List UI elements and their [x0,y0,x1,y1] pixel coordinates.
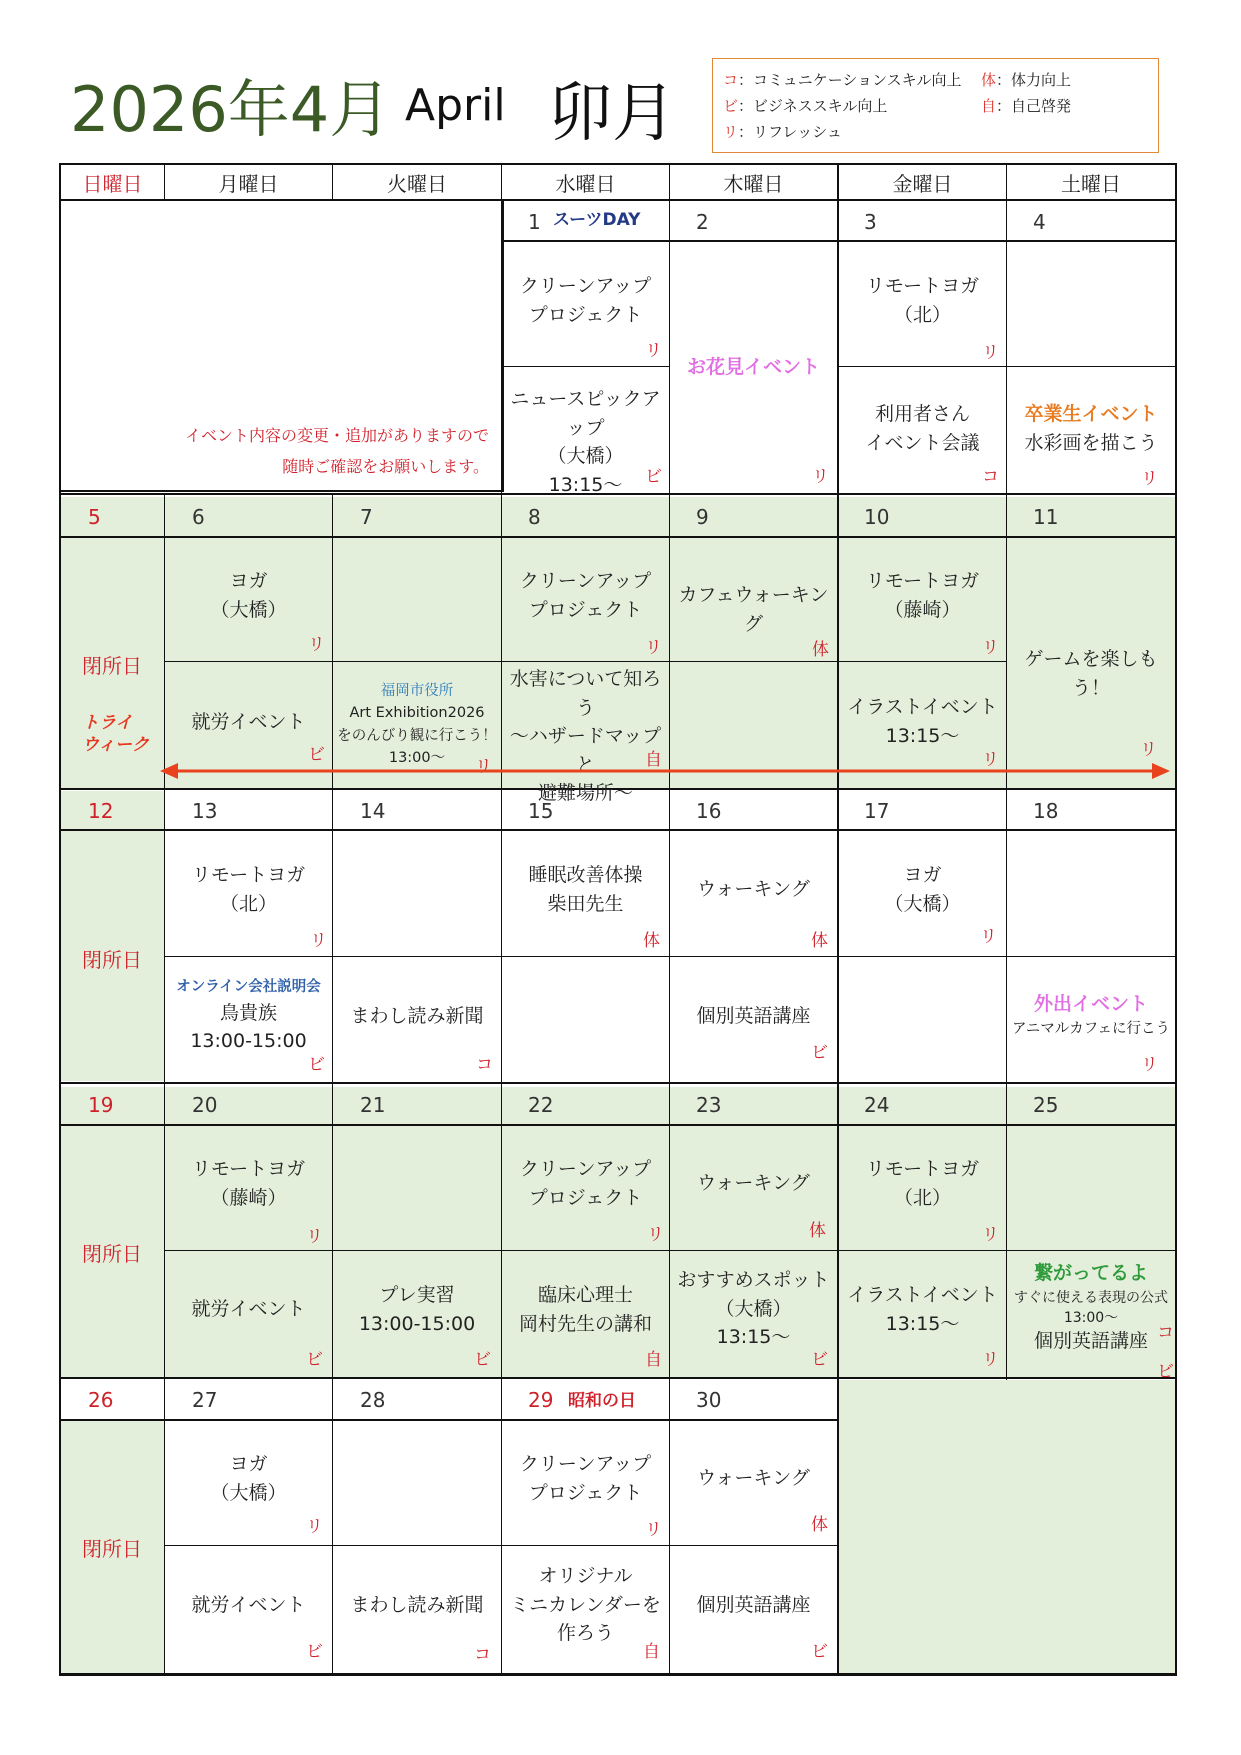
event-tag: コ [474,1645,491,1665]
event-tag: ビ [474,1350,491,1370]
day-number-13: 13 [192,799,218,823]
event-flood-hazard: 水害について知ろう ～ハザードマップと 避難場所～ [509,668,662,804]
event-tag: コ [1157,1323,1174,1343]
event-tag: 自 [645,750,662,770]
event-cleanup-project-apr22: クリーンアップ プロジェクト [519,1158,652,1209]
page-title-year-month: 2026年4月 [70,73,392,146]
event-remote-yoga-apr20: リモートヨガ （藤崎） [191,1158,306,1209]
event-tag: リ [1140,740,1157,760]
day-number-15: 15 [528,799,554,823]
event-tag: リ [982,343,999,363]
weekday-header-thursday: 木曜日 [723,171,784,196]
event-walking-apr30: ウォーキング [697,1467,810,1489]
legend-box [712,58,1159,153]
day-number-7: 7 [360,505,373,529]
event-tag: コ [982,467,999,487]
weekday-header-sunday: 日曜日 [82,171,143,196]
event-tag: リ [1141,1055,1158,1075]
day-number-22: 22 [528,1093,554,1117]
event-tag: 体 [812,640,829,660]
event-games: ゲームを楽しもう！ [1024,648,1158,699]
special-day-label: スーツDAY [553,210,641,230]
day-number-11: 11 [1033,505,1059,529]
event-illustration-apr24: イラストイベント 13:15～ [847,1284,998,1335]
day-number-29: 29 [528,1388,554,1412]
day-number-1: 1 [528,210,541,234]
event-yoga-apr17: ヨガ （大橋） [884,864,961,915]
day-number-26: 26 [88,1388,114,1412]
event-walking-apr23: ウォーキング [697,1172,810,1194]
event-tag: リ [645,1520,662,1540]
day-number-12: 12 [88,799,114,823]
event-cafe-walking: カフェウォーキング [678,584,829,635]
day-number-27: 27 [192,1388,218,1412]
event-tag: リ [982,750,999,770]
closed-day-label: 閉所日 [82,654,142,678]
day-number-9: 9 [696,505,709,529]
event-graduate: 卒業生イベント 水彩画を描こう [1024,403,1158,454]
event-tag: リ [982,1225,999,1245]
event-news-pickup: ニュースピックアップ （大橋） 13:15～ [510,388,661,496]
event-remote-yoga-apr3: リモートヨガ （北） [865,275,980,326]
day-number-10: 10 [864,505,890,529]
day-number-16: 16 [696,799,722,823]
day-number-28: 28 [360,1388,386,1412]
event-tag: 自 [643,1642,660,1662]
event-user-meeting: 利用者さん イベント会議 [865,403,980,454]
event-tag: 体 [643,931,660,951]
event-tag: 自 [645,1350,662,1370]
event-tag: ビ [308,1055,325,1075]
event-hanami: お花見イベント [686,356,820,378]
event-tag: リ [308,635,325,655]
event-walking-apr16: ウォーキング [697,878,810,900]
event-illustration-apr10: イラストイベント 13:15～ [847,696,998,747]
day-number-23: 23 [696,1093,722,1117]
event-newspaper-apr28: まわし読み新聞 [350,1594,484,1616]
event-tag: 体 [811,931,828,951]
holiday-label: 昭和の日 [568,1391,636,1411]
event-employment-apr20: 就労イベント [191,1298,306,1320]
event-tag: リ [647,1225,664,1245]
weekday-header-saturday: 土曜日 [1061,171,1121,196]
notice-text: イベント内容の変更・追加がありますので 随時ご確認をお願いします。 [184,426,489,476]
day-number-14: 14 [360,799,386,823]
day-number-3: 3 [864,210,877,234]
page-title-month-jp: 卯月 [548,77,676,151]
day-number-20: 20 [192,1093,218,1117]
event-english-apr16: 個別英語講座 [696,1005,811,1027]
day-number-17: 17 [864,799,890,823]
day-number-19: 19 [88,1093,114,1117]
event-tag: リ [980,927,997,947]
day-number-2: 2 [696,210,709,234]
closed-day-label: 閉所日 [82,948,142,972]
event-psychologist-lecture: 臨床心理士 岡村先生の講和 [518,1284,652,1335]
event-cleanup-project-apr29: クリーンアップ プロジェクト [519,1453,652,1504]
event-art-exhibition: 福岡市役所 Art Exhibition2026 をのんびり観に行こう！ 13:00～ [337,683,497,767]
try-week-arrow [160,760,1170,782]
legend-item-business: ビ：ビジネススキル向上 [723,97,888,115]
event-tag: コ [476,1055,493,1075]
day-number-8: 8 [528,505,541,529]
event-tag: リ [645,341,662,361]
event-yoga-apr27: ヨガ （大橋） [210,1453,287,1504]
event-sleep-exercise: 睡眠改善体操 柴田先生 [528,864,643,915]
event-tag: リ [310,931,327,951]
event-tag: ビ [306,1350,323,1370]
closed-day-label: 閉所日 [82,1537,142,1561]
blank-cell-background [838,1380,1177,1674]
event-pre-training: プレ実習 13:00-15:00 [358,1284,476,1335]
event-cleanup-project-apr1: クリーンアップ プロジェクト [519,275,652,326]
event-tag: ビ [645,467,662,487]
event-tag: リ [475,757,492,777]
event-tag: 体 [809,1221,826,1241]
event-tag: リ [982,638,999,658]
event-tag: ビ [1157,1362,1174,1382]
event-tag: 体 [811,1515,828,1535]
legend-item-refresh: リ：リフレッシュ [723,123,842,141]
day-number-25: 25 [1033,1093,1059,1117]
event-mini-calendar: オリジナル ミニカレンダーを 作ろう [510,1565,661,1644]
event-tag: リ [982,1350,999,1370]
event-remote-yoga-apr10: リモートヨガ （藤崎） [865,570,980,621]
event-tag: ビ [811,1642,828,1662]
legend-item-communication: コ：コミュニケーションスキル向上 [723,71,962,89]
event-tag: ビ [306,1642,323,1662]
try-week-label: トライ ウィーク [82,713,149,756]
event-remote-yoga-apr24: リモートヨガ （北） [865,1158,980,1209]
week3-sunday-background [60,791,165,1081]
day-number-30: 30 [696,1388,722,1412]
weekday-header-tuesday: 火曜日 [387,171,447,196]
day-number-5: 5 [88,505,101,529]
event-employment-apr6: 就労イベント [191,711,306,733]
event-tsunagatteru: 繋がってるよ すぐに使える表現の公式 13:00～ 個別英語講座 [1014,1262,1168,1353]
event-recommended-spot: おすすめスポット （大橋） 13:15～ [677,1269,830,1348]
page-title-month-en: April [405,80,506,131]
legend-item-physical: 体：体力向上 [981,71,1072,89]
event-yoga-apr6: ヨガ （大橋） [210,570,287,621]
event-tag: リ [1141,469,1158,489]
event-tag: リ [306,1517,323,1537]
day-number-24: 24 [864,1093,890,1117]
weekday-header-wednesday: 水曜日 [555,171,616,196]
event-cleanup-project-apr8: クリーンアップ プロジェクト [519,570,652,621]
event-tag: ビ [811,1043,828,1063]
event-outing-animal-cafe: 外出イベント アニマルカフェに行こう [1011,993,1171,1037]
day-number-21: 21 [360,1093,386,1117]
day-number-4: 4 [1033,210,1046,234]
event-employment-apr27: 就労イベント [191,1594,306,1616]
closed-day-label: 閉所日 [82,1242,142,1266]
day-number-18: 18 [1033,799,1059,823]
event-tag: リ [306,1227,323,1247]
day-number-6: 6 [192,505,205,529]
event-tag: リ [645,638,662,658]
event-tag: ビ [811,1350,828,1370]
event-english-apr30: 個別英語講座 [696,1594,811,1616]
weekday-header-friday: 金曜日 [892,171,953,196]
event-tag: ビ [308,745,325,765]
event-tag: リ [812,467,829,487]
event-remote-yoga-apr13: リモートヨガ （北） [191,864,306,915]
legend-item-self-development: 自：自己啓発 [981,97,1072,115]
weekday-header-monday: 月曜日 [218,171,279,196]
event-online-company-briefing: オンライン会社説明会 鳥貴族 13:00-15:00 [176,979,321,1053]
event-newspaper-apr14: まわし読み新聞 [350,1005,484,1027]
